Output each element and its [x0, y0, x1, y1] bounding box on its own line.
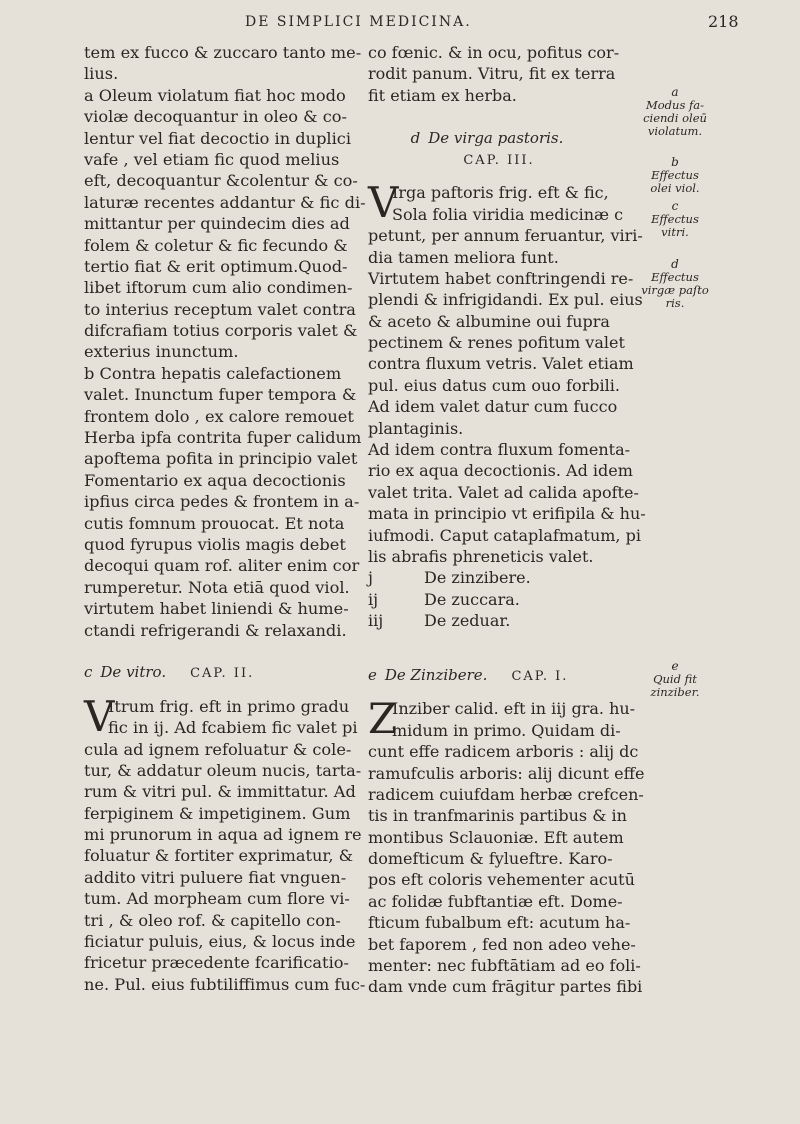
text-line: mi prunorum in aqua ad ignem re	[84, 825, 362, 845]
text-line: lentur vel fiat decoctio in duplici	[84, 128, 352, 148]
drop-cap: V	[84, 691, 115, 741]
text-line: contra fluxum vetris. Valet etiam	[368, 354, 634, 374]
text-line: cutis fomnum prouocat. Et nota	[84, 513, 345, 533]
text-line: tertio fiat & erit optimum.Quod-	[84, 256, 348, 276]
text-line: ferpiginem & impetiginem. Gum	[84, 803, 351, 823]
list-number: iij	[368, 611, 384, 631]
section-marker: c	[84, 663, 93, 682]
text-line: pos eft coloris vehementer acutū	[368, 870, 635, 890]
text-line: violæ decoquantur in oleo & co-	[84, 107, 348, 127]
spacer	[368, 653, 630, 665]
section-body	[368, 694, 636, 744]
margin-note-line: virgæ paſto	[641, 283, 709, 297]
margin-note	[636, 660, 714, 699]
list-text: De zuccara.	[424, 589, 520, 609]
text-line: valet. Inunctum fuper tempora &	[84, 385, 357, 405]
text-line: dam vnde cum frāgitur partes fibi	[368, 977, 643, 997]
spacer	[84, 641, 360, 662]
section-body	[368, 178, 630, 228]
text-line: lius.	[84, 64, 119, 84]
text-line: Sola folia viridia medicinæ c	[392, 204, 624, 224]
margin-note-line: Effectus	[651, 212, 699, 226]
section-heading	[368, 128, 630, 149]
text-line: plendi & infrigidandi. Ex pul. eius	[368, 290, 643, 310]
list-text: De zinzibere.	[424, 568, 531, 588]
chapter-heading	[368, 149, 630, 170]
text-line: domefticum & fylueftre. Karo-	[368, 849, 613, 869]
text-line: rumperetur. Nota etiā quod viol.	[84, 577, 350, 597]
right-column	[368, 42, 646, 998]
text-line: bet faporem , fed non adeo vehe-	[368, 934, 636, 954]
drop-cap: V	[368, 178, 399, 228]
list-number: j	[368, 568, 373, 588]
margin-note-marker: a	[671, 85, 679, 99]
text-line: apoftema pofita in principio valet	[84, 449, 358, 469]
text-line: virtutem habet liniendi & hume-	[84, 599, 349, 619]
text-line: decoqui quam rof. aliter enim cor	[84, 556, 360, 576]
text-line: eft, decoquantur &colentur & co-	[84, 171, 358, 191]
text-line: Fomentario ex aqua decoctionis	[84, 470, 346, 490]
left-column	[84, 42, 366, 995]
margin-note-marker: e	[671, 659, 679, 673]
margin-note-marker: d	[671, 257, 679, 271]
text-line: to interius receptum valet contra	[84, 299, 356, 319]
margin-note	[636, 258, 714, 310]
text-line-content: Inziber calid. eft in iij gra. hu-	[392, 699, 636, 719]
text-line: b Contra hepatis calefactionem	[84, 363, 342, 383]
text-line: montibus Sclauoniæ. Eft autem	[368, 827, 624, 847]
margin-note-line: ris.	[665, 296, 685, 310]
text-line: fricetur præcedente fcarificatio-	[84, 953, 349, 973]
text-line: folem & coletur & fic fecundo &	[84, 235, 348, 255]
text-line: difcrafiam totius corporis valet &	[84, 321, 358, 341]
margin-note-line: Quid fit	[653, 672, 697, 686]
list-item	[368, 567, 630, 588]
text-line: ramufculis arboris: alij dicunt effe	[368, 763, 645, 783]
text-line: mata in principio vt erifipila & hu-	[368, 504, 646, 524]
text-line: ac folidæ fubftantiæ eft. Dome-	[368, 891, 623, 911]
text-line: rum & vitri pul. & immittatur. Ad	[84, 782, 356, 802]
section-heading	[368, 665, 630, 686]
text-line: plantaginis.	[368, 418, 464, 438]
chapter-label: CAP. II.	[190, 666, 255, 682]
text-line: iufmodi. Caput cataplafmatum, pi	[368, 525, 641, 545]
section-heading	[84, 662, 360, 683]
text-line: tum. Ad morpheam cum flore vi-	[84, 889, 350, 909]
text-line: tem ex fucco & zuccaro tanto me-	[84, 43, 362, 62]
list-text: De zeduar.	[424, 611, 511, 631]
text-line: vafe , vel etiam fic quod melius	[84, 149, 340, 169]
text-line: pul. eius datus cum ouo forbili.	[368, 375, 620, 395]
text-line: fic in ij. Ad fcabiem fic valet pi	[108, 718, 358, 738]
text-line: lis abrafis phreneticis valet.	[368, 546, 594, 566]
margin-note-line: vitri.	[661, 225, 689, 239]
text-line: libet iftorum cum alio condimen-	[84, 278, 353, 298]
margin-note-marker: b	[671, 155, 679, 169]
text-line: foluatur & fortiter exprimatur, &	[84, 846, 354, 866]
spacer	[368, 632, 630, 653]
margin-note-line: olei viol.	[650, 181, 700, 195]
margin-note-line: Effectus	[651, 270, 699, 284]
margin-note	[636, 200, 714, 239]
section-title: De virga pastoris.	[428, 128, 564, 147]
text-line: rodit panum. Vitru, fit ex terra	[368, 64, 616, 84]
text-line: quod fyrupus violis magis debet	[84, 534, 346, 554]
text-line: & aceto & albumine oui fupra	[368, 311, 610, 331]
margin-note-marker: c	[671, 199, 679, 213]
margin-note	[636, 86, 714, 138]
text-line: menter: nec fubftātiam ad eo foli-	[368, 956, 641, 976]
text-line: pectinem & renes pofitum valet	[368, 333, 625, 353]
text-line: ficiatur puluis, eius, & locus inde	[84, 932, 356, 952]
text-line: midum in primo. Quidam di-	[392, 720, 621, 740]
text-line: dia tamen meliora funt.	[368, 247, 559, 267]
spacer	[84, 684, 360, 696]
text-line: radicem cuiufdam herbæ crefcen-	[368, 784, 644, 804]
text-line: valet trita. Valet ad calida apofte-	[368, 482, 639, 502]
text-line: rio ex aqua decoctionis. Ad idem	[368, 461, 633, 481]
margin-note-line: Effectus	[651, 168, 699, 182]
list-item	[368, 610, 630, 631]
text-line: laturæ recentes addantur & fic di-	[84, 192, 366, 212]
margin-note	[636, 156, 714, 195]
page-header	[0, 10, 800, 34]
margin-note-line: Modus fa-	[645, 98, 705, 112]
section-marker: d	[410, 128, 421, 147]
text-line: ne. Pul. eius fubtiliffimus cum fuc-	[84, 974, 366, 994]
spacer	[368, 106, 630, 127]
spacer	[368, 686, 630, 698]
text-line: exterius inunctum.	[84, 342, 239, 362]
text-line: mittantur per quindecim dies ad	[84, 214, 350, 234]
text-line: Ad idem contra fluxum fomenta-	[368, 440, 631, 460]
running-head: DE SIMPLICI MEDICINA.	[245, 14, 472, 30]
page-number: 218	[708, 12, 739, 31]
text-line: tur, & addatur oleum nucis, tarta-	[84, 760, 362, 780]
text-line: petunt, per annum feruantur, viri-	[368, 226, 643, 246]
text-line: Virtutem habet conftringendi re-	[368, 268, 634, 288]
text-line: ipfius circa pedes & frontem in a-	[84, 492, 360, 512]
section-body	[84, 691, 360, 741]
spacer	[368, 170, 630, 182]
margin-note-line: ciendi oleū	[643, 111, 707, 125]
text-line: frontem dolo , ex calore remouet	[84, 406, 354, 426]
text-line: a Oleum violatum fiat hoc modo	[84, 85, 346, 105]
text-line: ctandi refrigerandi & relaxandi.	[84, 620, 347, 640]
text-line: co fœnic. & in ocu, pofitus cor-	[368, 43, 620, 62]
chapter-label: CAP. III.	[463, 152, 535, 168]
text-line: fit etiam ex herba.	[368, 85, 517, 105]
margin-note-line: violatum.	[647, 124, 703, 138]
list-number: ij	[368, 589, 379, 609]
text-line: fticum fubalbum eft: acutum ha-	[368, 913, 631, 933]
list-item	[368, 589, 630, 610]
margin-note-line: zinziber.	[650, 685, 700, 699]
text-line: Ad idem valet datur cum fucco	[368, 397, 618, 417]
text-line: tri , & oleo rof. & capitello con-	[84, 910, 341, 930]
section-title: De Zinzibere.	[384, 665, 488, 684]
section-marker: e	[368, 665, 377, 684]
text-line: addito vitri puluere fiat vnguen-	[84, 867, 347, 887]
text-line: tis in tranfmarinis partibus & in	[368, 806, 627, 826]
text-line-content: Itrum frig. eft in primo gradu	[108, 696, 350, 716]
text-line-content: Irga paftoris frig. eft & fic,	[392, 183, 609, 203]
text-line: Herba ipfa contrita fuper calidum	[84, 428, 362, 448]
chapter-label: CAP. I.	[511, 668, 569, 684]
text-line: cula ad ignem refoluatur & cole-	[84, 739, 352, 759]
section-title: De vitro.	[100, 663, 167, 682]
text-line: cunt effe radicem arboris : alij dc	[368, 742, 639, 762]
drop-cap: Z	[368, 694, 398, 744]
